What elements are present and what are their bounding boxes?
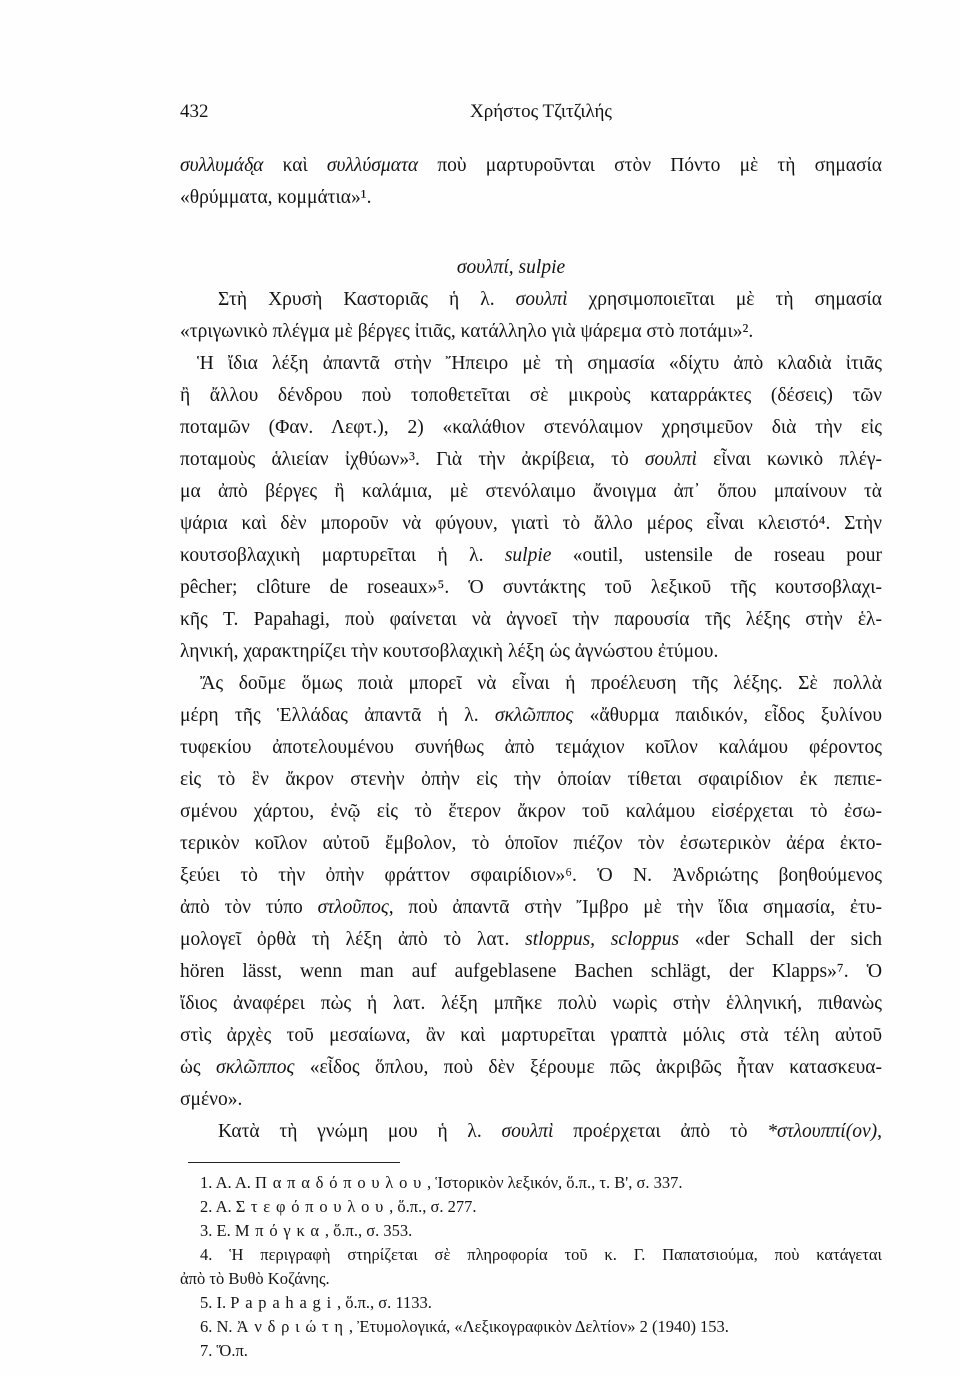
footnote-text: 7. Ὅ.π. — [200, 1341, 248, 1360]
text-segment: «outil, ustensile de roseau pour — [551, 545, 882, 566]
body-line — [180, 412, 882, 444]
text-segment: κῆς T. Papahagi, ποὺ φαίνεται νὰ ἀγνοεῖ τὴν παρουσία τῆς λέξης στὴν ἑλ- — [180, 609, 882, 630]
body-line — [180, 764, 882, 796]
text-segment: ψάρια καὶ δὲν μποροῦν νὰ φύγουν, γιατὶ τὸ ἄλλο μέρος εἶναι κλειστό⁴. Στὴν — [180, 513, 882, 534]
footnote — [180, 1171, 882, 1195]
footnote — [180, 1315, 882, 1339]
body-line — [180, 604, 882, 636]
footnote-continuation — [180, 1267, 882, 1291]
italic-term: στλοῦπος — [317, 897, 389, 918]
italic-term: *στλουππί(ον) — [767, 1121, 878, 1142]
footnote-text: 5. I. — [200, 1293, 231, 1312]
footnote — [180, 1339, 882, 1363]
body-line — [180, 892, 882, 924]
body-line — [180, 348, 882, 380]
footnote-author: Παπαδόπουλου — [255, 1173, 428, 1192]
body-line — [180, 796, 882, 828]
body-line — [180, 1020, 882, 1052]
body-line — [180, 1116, 882, 1148]
text-segment: ποὺ μαρτυροῦνται στὸν Πόντο μὲ τὴ σημασία — [418, 155, 882, 176]
text-segment: εἰς τὸ ἓν ἄκρον στενὴν ὀπὴν εἰς τὴν ὁποίαν τίθεται σφαιρίδιον ἐκ πεπιε- — [180, 769, 882, 790]
section-heading: σουλπί, sulpie — [456, 257, 566, 278]
text-segment: καὶ — [263, 155, 327, 176]
running-title: Χρήστος Τζιτζιλής — [470, 101, 612, 122]
body-line — [180, 284, 882, 316]
body-line — [180, 732, 882, 764]
text-segment: χρησιμοποιεῖται μὲ τὴ σημασία — [567, 289, 882, 310]
footnote-text: 2. Α. — [200, 1197, 236, 1216]
footnote — [180, 1291, 882, 1315]
footnote-text: , Ἐτυμολογικά, «Λεξικογραφικὸν Δελτίον» 2 (1940) 153. — [348, 1317, 729, 1336]
text-segment: σμένο». — [180, 1089, 243, 1110]
footnotes — [180, 1171, 882, 1363]
body-line — [180, 476, 882, 508]
body-line — [180, 988, 882, 1020]
body-line — [180, 572, 882, 604]
text-segment: Ἡ ἴδια λέξη ἀπαντᾶ στὴν Ἤπειρο μὲ τὴ σημασία «δίχτυ ἀπὸ κλαδιὰ ἰτιᾶς — [197, 353, 882, 374]
body-line — [180, 956, 882, 988]
footnote-text: , ὅ.π., σ. 277. — [389, 1197, 477, 1216]
body-line — [180, 668, 882, 700]
text-segment: pêcher; clôture de roseaux»⁵. Ὁ συντάκτης τοῦ λεξικοῦ τῆς κουτσοβλαχι- — [180, 577, 882, 598]
body-line — [180, 1084, 882, 1116]
italic-term: stloppus, scloppus — [525, 929, 680, 950]
body-line — [180, 380, 882, 412]
footnote — [180, 1195, 882, 1219]
footnote-author: Στεφόπουλου — [235, 1197, 390, 1216]
italic-term: σουλπὶ — [515, 289, 568, 310]
italic-term: σκλῶππος — [494, 705, 574, 726]
text-segment: «εἶδος ὅπλου, ποὺ δὲν ξέρουμε πῶς ἀκριβῶς ἦταν κατασκευα- — [294, 1057, 883, 1078]
italic-term: σουλπὶ — [644, 449, 697, 470]
text-segment: ληνική, χαρακτηρίζει τὴν κουτσοβλαχικὴ λέξη ὡς ἀγνώστου ἐτύμου. — [180, 641, 719, 662]
body-line — [180, 182, 882, 214]
body-line — [180, 636, 882, 668]
text-segment: Στὴ Χρυσὴ Καστοριᾶς ἡ λ. — [218, 289, 516, 310]
body-line — [180, 828, 882, 860]
text-segment: ξεύει τὸ τὴν ὀπὴν φράττον σφαιρίδιον»⁶. Ὁ Ν. Ἀνδριώτης βοηθούμενος — [180, 865, 882, 886]
footnote-rule — [188, 1162, 400, 1163]
text-segment: τερικὸν κοῖλον αὐτοῦ ἔμβολον, τὸ ὁποῖον πιέζον τὸν ἐσωτερικὸν ἀέρα ἐκτο- — [180, 833, 882, 854]
footnote-text: 3. Ε. — [200, 1221, 235, 1240]
body-line — [180, 508, 882, 540]
text-segment: κουτσοβλαχικὴ μαρτυρεῖται ἡ λ. — [180, 545, 505, 566]
text-segment: Ἄς δοῦμε ὅμως ποιὰ μπορεῖ νὰ εἶναι ἡ προέλευση τῆς λέξης. Σὲ πολλὰ — [200, 673, 882, 694]
italic-term: συλλύσματα — [326, 155, 419, 176]
footnote — [180, 1243, 882, 1267]
text-segment: «θρύμματα, κομμάτια»¹. — [180, 187, 372, 208]
body-line — [180, 540, 882, 572]
text-segment: Κατὰ τὴ γνώμη μου ἡ λ. — [218, 1121, 502, 1142]
italic-term: sulpie — [504, 545, 552, 566]
body-line — [180, 924, 882, 956]
footnote-text: , Ἱστορικὸν λεξικόν, ὅ.π., τ. Β', σ. 337. — [427, 1173, 683, 1192]
body-line — [180, 700, 882, 732]
italic-term: σουλπὶ — [501, 1121, 554, 1142]
text-segment: hören lässt, wenn man auf aufgeblasene Bachen schlägt, der Klapps»⁷. Ὁ — [180, 961, 882, 982]
body-line — [180, 316, 882, 348]
text-segment: εἶναι κωνικὸ πλέγ- — [696, 449, 882, 470]
footnote-author: Ἀνδριώτη — [236, 1317, 349, 1336]
text-segment: μα ἀπὸ βέργες ἢ καλάμια, μὲ στενόλαιμο ἄνοιγμα ἀπ᾽ ὅπου μπαίνουν τὰ — [180, 481, 882, 502]
text-segment: στὶς ἀρχὲς τοῦ μεσαίωνα, ἂν καὶ μαρτυρεῖται γραπτὰ μόλις στὰ τέλη αὐτοῦ — [180, 1025, 882, 1046]
text-segment: , ποὺ ἀπαντᾶ στὴν Ἴμβρο μὲ τὴν ἴδια σημασία, ἐτυ- — [388, 897, 882, 918]
italic-term: σκλῶππος — [215, 1057, 295, 1078]
text-segment: μέρη τῆς Ἑλλάδας ἀπαντᾶ ἡ λ. — [180, 705, 495, 726]
body-line — [180, 444, 882, 476]
body-line — [180, 150, 882, 182]
text-segment: , — [877, 1121, 882, 1142]
footnote — [180, 1219, 882, 1243]
footnote-text: 4. Ἡ περιγραφὴ στηρίζεται σὲ πληροφορία τοῦ κ. Γ. Παπατσιούμα, ποὺ κατάγεται — [200, 1245, 882, 1264]
footnote-author: Papahagi — [230, 1293, 337, 1312]
page-number: 432 — [180, 101, 209, 122]
text-segment: σμένου χάρτου, ἐνῷ εἰς τὸ ἕτερον ἄκρον τοῦ καλάμου εἰσέρχεται τὸ ἐσω- — [180, 801, 882, 822]
text-segment: προέρχεται ἀπὸ τὸ — [553, 1121, 768, 1142]
text-segment: «ἄθυρμα παιδικόν, εἶδος ξυλίνου — [573, 705, 883, 726]
text-segment: μολογεῖ ὀρθὰ τὴ λέξη ἀπὸ τὸ λατ. — [180, 929, 526, 950]
text-segment: ἢ ἄλλου δένδρου ποὺ τοποθετεῖται σὲ μικροὺς καταρράκτες (δέσεις) τῶν — [180, 385, 882, 406]
text-segment: ἀπὸ τὸν τύπο — [180, 897, 318, 918]
footnote-text: , ὅ.π., σ. 353. — [324, 1221, 413, 1240]
body-line — [180, 1052, 882, 1084]
footnote-text: 6. Ν. — [200, 1317, 237, 1336]
text-segment: «τριγωνικὸ πλέγμα μὲ βέργες ἰτιᾶς, κατάλληλο γιὰ ψάρεμα στὸ ποτάμι»². — [180, 321, 754, 342]
body-text — [180, 150, 882, 1148]
footnote-author: Μπόγκα — [234, 1221, 325, 1240]
footnote-text: , ὅ.π., σ. 1133. — [336, 1293, 432, 1312]
text-segment: «der Schall der sich — [679, 929, 883, 950]
body-line — [180, 860, 882, 892]
text-segment: τυφεκίου ἀποτελουμένου συνήθως ἀπὸ τεμάχιον κοῖλον καλάμου φέροντος — [180, 737, 882, 758]
text-segment: ποταμῶν (Φαν. Λεφτ.), 2) «καλάθιον στενόλαιμον χρησιμεῦον διὰ τὴν εἰς — [180, 417, 882, 438]
footnote-text: 1. Α. Α. — [200, 1173, 256, 1192]
text-segment: ὡς — [180, 1057, 216, 1078]
footnote-text: ἀπὸ τὸ Βυθὸ Κοζάνης. — [180, 1269, 330, 1288]
text-segment: ἴδιος ἀναφέρει πὼς ἡ λατ. λέξη μπῆκε πολὺ νωρὶς στὴν ἑλληνική, πιθανὼς — [180, 993, 882, 1014]
text-segment: ποταμοὺς ἁλιείαν ἰχθύων»³. Γιὰ τὴν ἀκρίβεια, τὸ — [180, 449, 645, 470]
italic-term: συλλυμάδ̨α — [180, 155, 264, 176]
